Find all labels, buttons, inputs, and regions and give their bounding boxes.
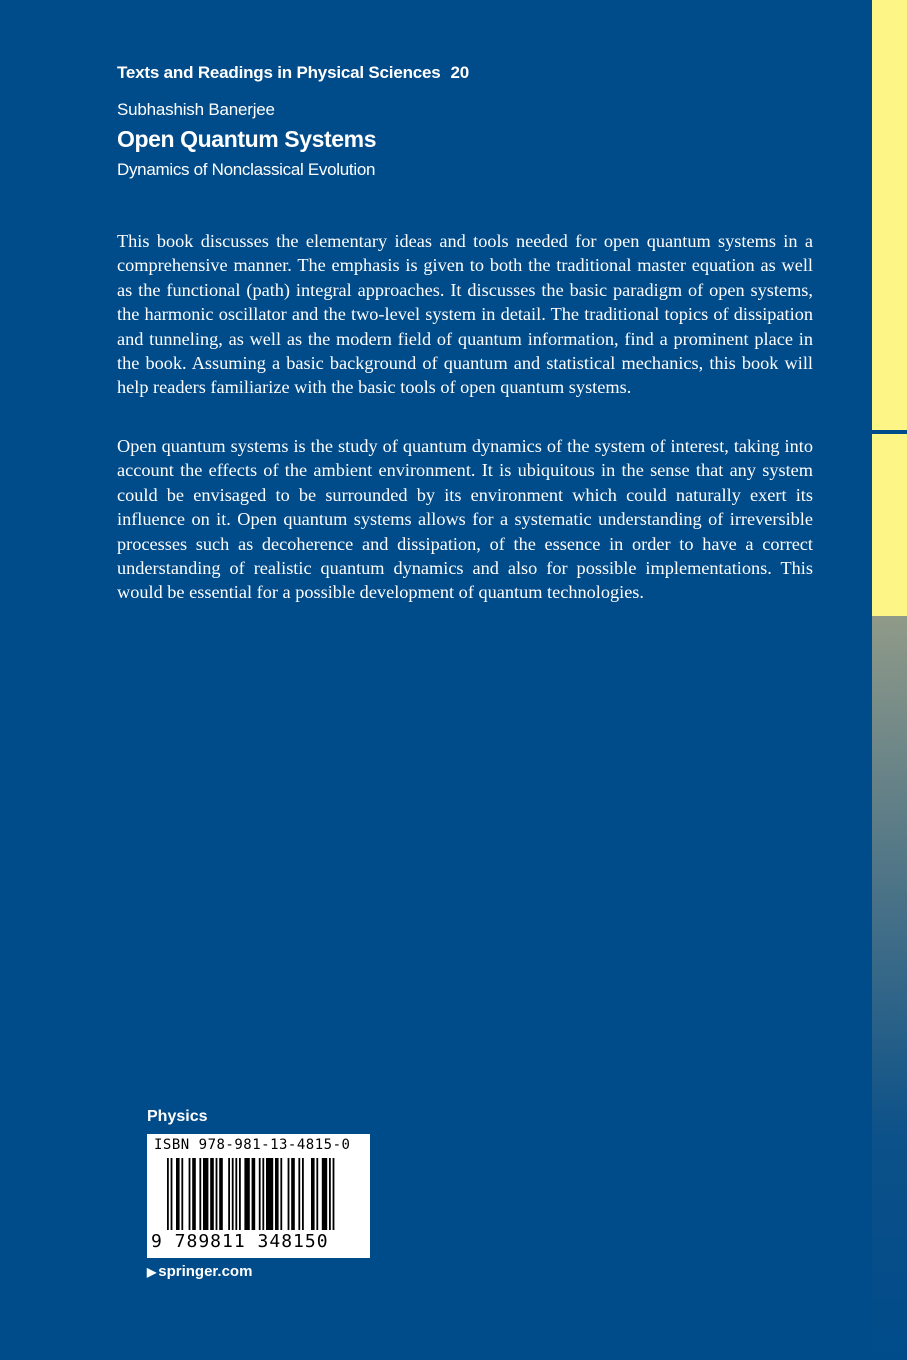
isbn-label: ISBN 978-981-13-4815-0 [154,1137,351,1153]
series-number: 20 [450,63,470,82]
isbn-barcode [147,1134,370,1258]
description-paragraph-2: Open quantum systems is the study of quantum dynamics of the system of interest, taking into account the effects of the ambient environment. It is ubiquitous in the sense that any system could be envisaged to be surrounded by its environment which could naturally exert its influence on it. Open quantum systems allows for a systematic understanding of irreversible processes such as decoherence and dissipation, of the essence in order to have a correct understanding of realistic quantum dynamics and also for possible implementations. This would be essential for a possible development of quantum technologies. [117,436,813,603]
description-paragraph-1: This book discusses the elementary ideas and tools needed for open quantum systems in a comprehensive manner. The emphasis is given to both the traditional master equation as well as the functional (path) integral approaches. It discusses the basic paradigm of open systems, the harmonic oscillator and the two-level system in detail. The traditional topics of dissipation and tunneling, as well as the modern field of quantum information, find a prominent place in the book. Assuming a basic background of quantum and statistical mechanics, this book will help readers familiarize with the basic tools of open quantum systems. [117,231,813,398]
barcode-bars [167,1158,357,1230]
spine-gradient-stripe [872,616,907,1360]
author-name: Subhashish Banerjee [117,100,275,119]
publisher-website[interactable] [147,1263,252,1280]
arrow-right-icon: ▶ [147,1265,157,1279]
spine-accent-stripe-lower [872,434,907,616]
spine-accent-stripe [872,0,907,430]
book-title: Open Quantum Systems [117,126,377,152]
book-subtitle: Dynamics of Nonclassical Evolution [117,160,376,179]
subject-category: Physics [147,1108,208,1125]
series-name: Texts and Readings in Physical Sciences [117,63,441,82]
series-line [117,63,469,83]
website-label: springer.com [158,1263,253,1280]
ean-digits: 9 789811 348150 [151,1231,329,1252]
